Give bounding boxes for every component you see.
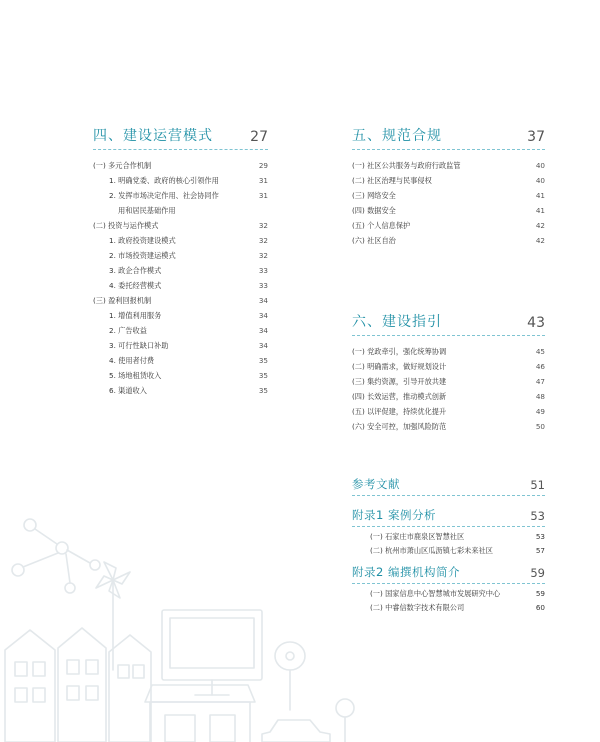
- toc-entry-label: (一) 社区公共服务与政府行政监管: [352, 161, 461, 170]
- toc-entry-page: 40: [535, 161, 545, 170]
- section-six-list: [352, 344, 545, 434]
- toc-entry-label: (三) 网络安全: [352, 191, 396, 200]
- section-four-page: 27: [250, 129, 268, 145]
- toc-entry[interactable]: [93, 188, 268, 203]
- toc-entry-page: 34: [258, 311, 268, 320]
- toc-entry[interactable]: [93, 218, 268, 233]
- toc-entry[interactable]: [352, 218, 545, 233]
- toc-entry[interactable]: [93, 263, 268, 278]
- appendix2-page: 59: [530, 566, 545, 580]
- toc-entry-label: (四) 长效运营，推动模式创新: [352, 392, 447, 401]
- toc-entry-page: 34: [258, 341, 268, 350]
- toc-entry[interactable]: [93, 158, 268, 173]
- toc-entry[interactable]: [93, 173, 268, 188]
- toc-entry-label: 1. 增值利用服务: [109, 311, 162, 320]
- toc-entry-label: (三) 盈利回报机制: [93, 296, 152, 305]
- toc-entry[interactable]: [93, 248, 268, 263]
- toc-entry-label: (五) 以评促建，持续优化提升: [352, 407, 447, 416]
- toc-entry-page: 49: [535, 407, 545, 416]
- appendix1-item-page: 53: [535, 532, 545, 541]
- appendix1-item[interactable]: [352, 530, 545, 544]
- section-four-title: 四、建设运营模式: [93, 128, 213, 144]
- toc-entry[interactable]: [93, 233, 268, 248]
- section-six-title: 六、建设指引: [352, 314, 442, 330]
- appendix2-item-page: 60: [535, 603, 545, 612]
- toc-entry-label: (六) 社区自治: [352, 236, 396, 245]
- toc-entry[interactable]: [352, 158, 545, 173]
- toc-entry-page: 34: [258, 326, 268, 335]
- section-six-header[interactable]: [352, 311, 545, 336]
- toc-entry[interactable]: [352, 374, 545, 389]
- section-five-list: [352, 158, 545, 248]
- toc-entry-label: (二) 社区治理与民事侵权: [352, 176, 432, 185]
- appendix2-item-page: 59: [535, 589, 545, 598]
- toc-entry[interactable]: [352, 359, 545, 374]
- appendix2-item-label: (一) 国家信息中心智慧城市发展研究中心: [370, 589, 501, 598]
- toc-entry[interactable]: [352, 233, 545, 248]
- house-icon: [5, 628, 151, 742]
- section-five-page: 37: [527, 129, 545, 145]
- network-node-icon: [12, 519, 100, 593]
- section-five-header[interactable]: [352, 125, 545, 150]
- section-six-page: 43: [527, 315, 545, 331]
- toc-entry-page: 32: [258, 221, 268, 230]
- appendix1-page: 53: [530, 509, 545, 523]
- toc-entry[interactable]: [93, 383, 268, 398]
- toc-entry-page: 33: [258, 266, 268, 275]
- location-pin-icon: [275, 642, 305, 710]
- toc-entry-page: 48: [535, 392, 545, 401]
- toc-entry[interactable]: [352, 203, 545, 218]
- toc-entry-page: 50: [535, 422, 545, 431]
- toc-entry-page: 33: [258, 281, 268, 290]
- toc-entry-label: 2. 市场投资建运模式: [109, 251, 176, 260]
- toc-entry-page: 32: [258, 251, 268, 260]
- toc-entry[interactable]: [352, 344, 545, 359]
- section-four-header[interactable]: [93, 125, 268, 150]
- toc-entry[interactable]: [93, 338, 268, 353]
- toc-entry-label: 3. 可行性缺口补助: [109, 341, 169, 350]
- toc-entry-label: (一) 党政牵引，强化统筹协调: [352, 347, 447, 356]
- toc-entry[interactable]: [93, 353, 268, 368]
- toc-entry-label: 5. 场地租赁收入: [109, 371, 162, 380]
- appendix2-item[interactable]: [352, 601, 545, 615]
- toc-entry[interactable]: [352, 188, 545, 203]
- appendix1-title: 附录1 案例分析: [352, 508, 436, 522]
- appendix1-item[interactable]: [352, 544, 545, 558]
- toc-entry-label: (六) 安全可控，加强风险防范: [352, 422, 447, 431]
- toc-entry-page: 41: [535, 206, 545, 215]
- toc-entry[interactable]: [93, 278, 268, 293]
- toc-entry-page: 47: [535, 377, 545, 386]
- toc-entry-label: 3. 政企合作模式: [109, 266, 162, 275]
- toc-entry-page: 34: [258, 296, 268, 305]
- appendix2-header[interactable]: [352, 564, 545, 584]
- appendix2-item[interactable]: [352, 587, 545, 601]
- tree-icon: [336, 699, 354, 742]
- toc-entry-page: 40: [535, 176, 545, 185]
- toc-entry-page: 42: [535, 221, 545, 230]
- toc-entry-label: 用和居民基础作用: [118, 206, 176, 215]
- toc-entry-label: (一) 多元合作机制: [93, 161, 152, 170]
- toc-entry-label: (五) 个人信息保护: [352, 221, 411, 230]
- toc-entry-page: 31: [258, 191, 268, 200]
- toc-entry-label: 2. 广告收益: [109, 326, 147, 335]
- toc-appendix: [352, 476, 545, 615]
- toc-entry-label: (二) 明确需求，做好规划设计: [352, 362, 447, 371]
- car-icon: [262, 720, 330, 742]
- toc-section-five: [352, 125, 545, 248]
- appendix1-item-label: (二) 杭州市萧山区瓜沥镇七彩未来社区: [370, 546, 493, 555]
- toc-entry[interactable]: [352, 404, 545, 419]
- toc-entry-label: (四) 数据安全: [352, 206, 396, 215]
- toc-entry-page: 42: [535, 236, 545, 245]
- appendix2-title: 附录2 编撰机构简介: [352, 565, 460, 579]
- references-page: 51: [530, 478, 545, 492]
- toc-entry-page: 45: [535, 347, 545, 356]
- toc-entry[interactable]: [93, 203, 268, 218]
- toc-entry-label: (二) 投资与运作模式: [93, 221, 159, 230]
- appendix1-item-label: (一) 石家庄市鹿泉区智慧社区: [370, 532, 465, 541]
- toc-entry-label: (三) 集约资源，引导开放共建: [352, 377, 447, 386]
- toc-entry[interactable]: [352, 173, 545, 188]
- toc-entry-label: 2. 发挥市场决定作用、社会协同作: [109, 191, 219, 200]
- toc-entry[interactable]: [93, 308, 268, 323]
- toc-entry-page: 29: [258, 161, 268, 170]
- toc-entry-label: 6. 渠道收入: [109, 386, 147, 395]
- screen-icon: [162, 610, 262, 695]
- toc-section-six: [352, 311, 545, 434]
- appendix1-header[interactable]: [352, 507, 545, 527]
- pinwheel-icon: [96, 562, 130, 670]
- toc-entry[interactable]: [93, 293, 268, 308]
- toc-entry-page: 46: [535, 362, 545, 371]
- toc-entry[interactable]: [93, 323, 268, 338]
- toc-entry-page: 32: [258, 236, 268, 245]
- shop-icon: [145, 685, 255, 742]
- toc-entry-page: 35: [258, 371, 268, 380]
- toc-entry[interactable]: [93, 368, 268, 383]
- section-five-title: 五、规范合规: [352, 128, 442, 144]
- toc-entry-page: 41: [535, 191, 545, 200]
- toc-entry[interactable]: [352, 389, 545, 404]
- toc-entry-label: 4. 使用者付费: [109, 356, 155, 365]
- toc-entry-page: 35: [258, 356, 268, 365]
- toc-entry-page: 35: [258, 386, 268, 395]
- toc-entry-label: 4. 委托经营模式: [109, 281, 162, 290]
- toc-entry-label: 1. 明确党委、政府的核心引领作用: [109, 176, 219, 185]
- appendix2-item-label: (二) 中睿信数字技术有限公司: [370, 603, 465, 612]
- references-title: 参考文献: [352, 477, 400, 491]
- toc-section-four: [93, 125, 268, 398]
- appendix1-item-page: 57: [535, 546, 545, 555]
- section-four-list: [93, 158, 268, 398]
- toc-entry-page: 31: [258, 176, 268, 185]
- toc-entry-label: 1. 政府投资建设模式: [109, 236, 176, 245]
- toc-entry[interactable]: [352, 419, 545, 434]
- city-line-illustration: [0, 470, 360, 742]
- references-header[interactable]: [352, 476, 545, 496]
